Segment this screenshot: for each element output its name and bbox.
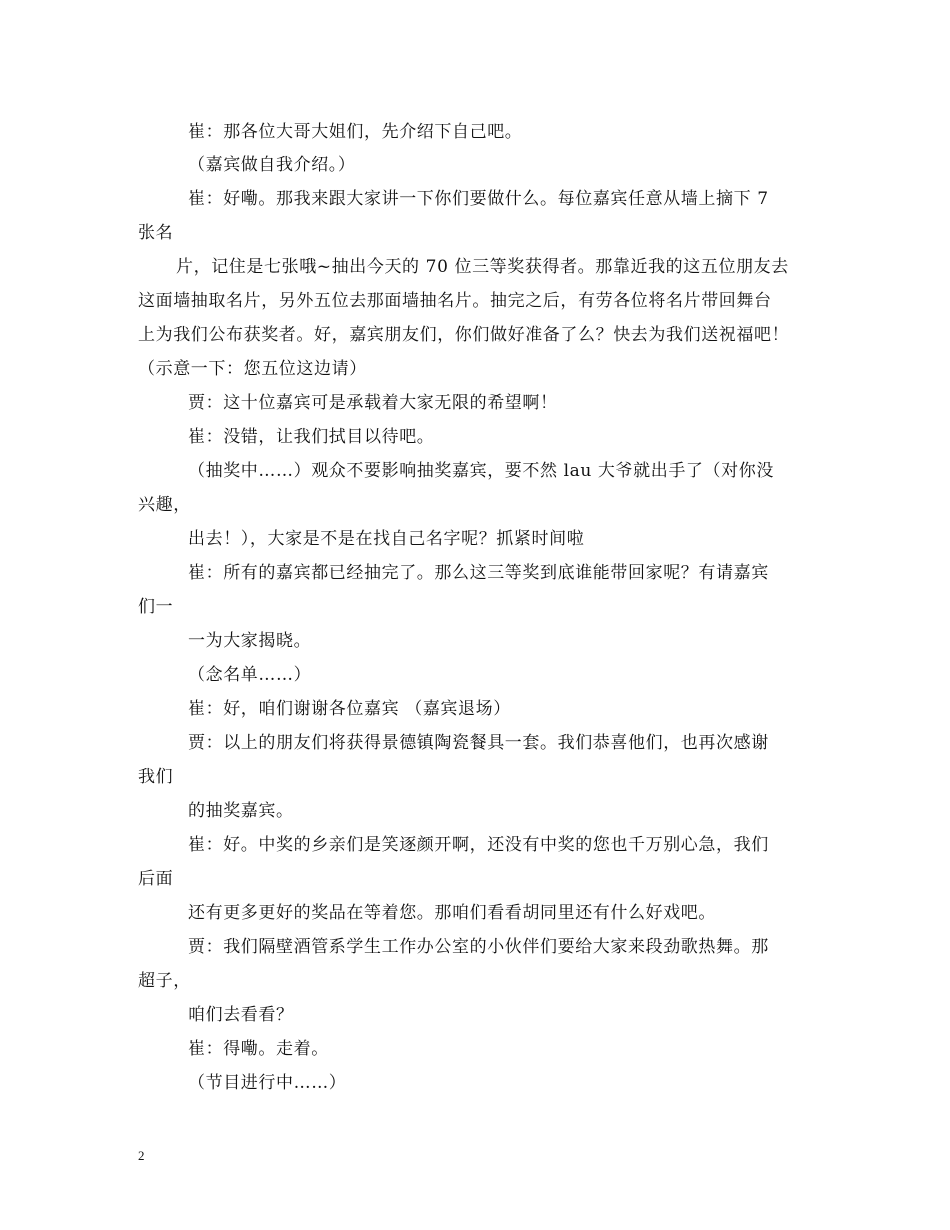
dialogue-line-7: 崔：没错，让我们拭目以待吧。 [188, 427, 435, 447]
page-number: 2 [138, 1148, 145, 1163]
dialogue-line-2: 崔：好嘞。那我来跟大家讲一下你们要做什么。每位嘉宾任意从墙上摘下 7 [188, 189, 769, 209]
dialogue-line-15: 贾：我们隔壁酒管系学生工作办公室的小伙伴们要给大家来段劲歌热舞。那 [188, 937, 769, 957]
dialogue-line-5: 上为我们公布获奖者。好，嘉宾朋友们，你们做好准备了么？快去为我们送祝福吧！ [138, 325, 790, 345]
dialogue-line-10: 崔：好，咱们谢谢各位嘉宾 （嘉宾退场） [188, 699, 511, 719]
dialogue-line-8: 崔：所有的嘉宾都已经抽完了。那么这三等奖到底谁能带回家呢？有请嘉宾 [188, 563, 769, 583]
dialogue-line-13-continued: 后面 [138, 869, 174, 889]
dialogue-line-6: 贾：这十位嘉宾可是承载着大家无限的希望啊！ [188, 393, 558, 413]
stage-direction-6: （节目进行中……） [188, 1073, 347, 1093]
stage-direction-3: （抽奖中……）观众不要影响抽奖嘉宾，要不然 lau 大爷就出手了（对你没 [188, 461, 774, 481]
stage-direction-1: （嘉宾做自我介绍。） [188, 155, 356, 175]
dialogue-line-3: 片，记住是七张哦~抽出今天的 70 位三等奖获得者。那靠近我的这五位朋友去 [176, 257, 789, 277]
dialogue-line-15-continued: 超子， [138, 971, 191, 991]
dialogue-line-16: 咱们去看看？ [188, 1005, 294, 1025]
dialogue-line-1: 崔：那各位大哥大姐们，先介绍下自己吧。 [188, 122, 523, 142]
dialogue-line-8-continued: 们一 [138, 597, 174, 617]
dialogue-line-4: 这面墙抽取名片，另外五位去那面墙抽名片。抽完之后，有劳各位将名片带回舞台 [138, 291, 772, 311]
stage-direction-2: （示意一下：您五位这边请） [138, 359, 367, 379]
dialogue-line-17: 崔：得嘞。走着。 [188, 1039, 329, 1059]
stage-direction-4: 出去！），大家是不是在找自己名字呢？抓紧时间啦 [188, 529, 585, 549]
dialogue-line-11-continued: 我们 [138, 767, 174, 787]
dialogue-line-12: 的抽奖嘉宾。 [188, 801, 294, 821]
stage-direction-5: （念名单……） [188, 665, 312, 685]
dialogue-line-13: 崔：好。中奖的乡亲们是笑逐颜开啊，还没有中奖的您也千万别心急，我们 [188, 835, 769, 855]
dialogue-line-11: 贾：以上的朋友们将获得景德镇陶瓷餐具一套。我们恭喜他们，也再次感谢 [188, 733, 769, 753]
dialogue-line-9: 一为大家揭晓。 [188, 631, 312, 651]
stage-direction-3-continued: 兴趣， [138, 495, 191, 515]
dialogue-line-2-continued: 张名 [138, 223, 174, 243]
dialogue-line-14: 还有更多更好的奖品在等着您。那咱们看看胡同里还有什么好戏吧。 [188, 903, 716, 923]
